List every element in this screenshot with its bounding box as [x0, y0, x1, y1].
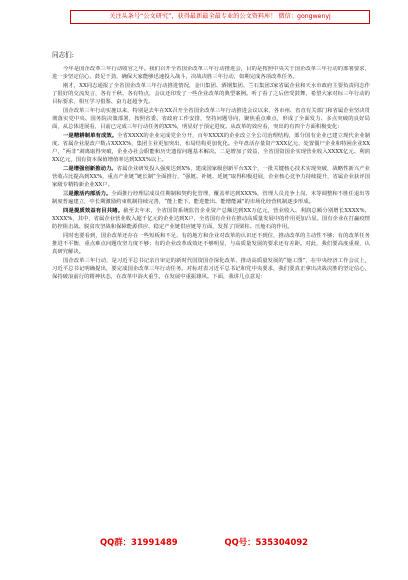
paragraph: 刚才，XX同志通报了全省国企改革三年行动推进情况，金川集团、酒钢集团、兰石集团3家省属企业和天水市政府主要负责同志作了很好的交流发言，各有千秋、各有特点，会议还印发了一些企业改革的典型案例。听了看了之后倍受鼓舞，希望大家对标三年行动的目标要求，相互学习借鉴、奋力赶超争先。 [52, 83, 370, 105]
paragraph: 国企改革三年行动实施以来，特别是去年在XX召开全省国企改革三年行动推进会议以来，各市州、省直有关部门和省属企业坚决贯彻落实党中央、国务院决策部署，按照省委、省政府工作安排，坚持问题导向，聚焦重点难点，形成了全面发力、多点突破的良好局面，从总体进展看，目前已完成三年行动任务的XX%，明显好于预定进度。从改革的效应看，突出的有四个方面积极变化： [52, 108, 370, 130]
document-body [52, 66, 370, 528]
paragraph: 国企改革三年行动，是习近平总书记亲自审定的新时代国资国企深化改革、推动高质量发展的“施工图”，在中央经济工作会议上，习近平总书记明确提出，要完成国企改革三年行动任务。对标对表习近平总书记和党中央要求，我们要真正拿出决战决胜的坚定信心，保持破浪前行的精神状态，在改革中浴火重生，在发展中重振雄风。下面，我讲几点意见： [52, 258, 370, 280]
paragraph: 一是精耕制单有成效。全省XXXX的企业完成党企分开，百年XXXX的企业改立全公司治理结构，部分国有企业已建立现代企业制度。省属企业混改户数占XXXX%，集团主业更加突出，布局结构更加优化。全年盘活存量资产XXX亿元，处置僵尸企业和特困企业XX户，“两非”剥离取得突破，企业办社会职能和历史遗留问题基本解决。二是增加了效益，全省国资国企实现营业收入XXXX亿元、利润XX亿元，国有资本保值增值率达到XXX%以上。 [52, 133, 370, 163]
paragraph-lead: 一是精耕制单有成效。 [63, 133, 118, 140]
paragraph-lead: 二是增强创新推动力。 [63, 165, 117, 172]
contact-footer [0, 536, 408, 548]
paragraph: 今年是国企改革三年行动收官之年。我们召开全省国企改革三年行动推进会，目的是按照中央关于国企改革三年行动的部署要求，进一步坚定信心、鼓足干劲，确保大家能够迅速投入战斗，决战决胜三年行动，如期完成各项改革任务。 [52, 66, 370, 80]
qq-number-label: QQ号：535304092 [224, 537, 308, 547]
paragraph: 四是提质效益有目共睹。截至去年末，全省国资系统监管企业资产总额达到XX万亿元，营业收入、利润总额分别增长XXXX%、XXXX%，其中，省属企业营业收入超千亿元的企业达到X户，全省国有企业在推动高质量发展中的作用更加凸显。国有企业在打赢疫情防控阻击战、脱贫攻坚战和保障能源供应、稳定产业链供应链等方面，发挥了顶梁柱、压舱石的作用。 [52, 208, 370, 230]
paragraph: 同时也要看到，国企改革还存在一些短板和不足，有的地方和企业对改革的认识还不到位，推动改革的主动性不够；有的改革任务推进不平衡，重点难点问题攻坚力度不够；有的企业改革成效还不够明显，与高质量发展的要求还有差距。对此，我们要高度重视，认真研究解决。 [52, 233, 370, 255]
paragraph: 三是激活内部活力。全面推行经理层成员任期制和契约化管理，覆盖率达到XXX%，管理人员竞争上岗、末等调整和不胜任退出等制度普遍建立，中长期激励约束机制持续完善，“能上能下、能进能出、能增能减”的市场化经营机制逐步形成。 [52, 190, 370, 205]
paragraph-lead: 三是激活内部活力。 [63, 190, 112, 197]
document-greeting: 同志们: [52, 51, 75, 59]
promo-banner: 关注头条号“公文研究”，获得最新最全最专业的公文资料库！ 微信：gongwenyj [70, 10, 370, 24]
paragraph: 二是增强创新推动力。省属企业研发投入强度达到X%，建成国家级创新平台XX个，一批关键核心技术实现突破，战略性新兴产业营收占比提高到XX%，重点产业链“链长制”全面推行，“强链、补链、延链”取得积极进展，企业核心竞争力持续提升，省属企业获评国家级专精特新企业XX户。 [52, 165, 370, 188]
paragraph-lead: 四是提质效益有目共睹。 [63, 208, 124, 215]
qq-group-label: QQ群：31991489 [100, 537, 178, 547]
